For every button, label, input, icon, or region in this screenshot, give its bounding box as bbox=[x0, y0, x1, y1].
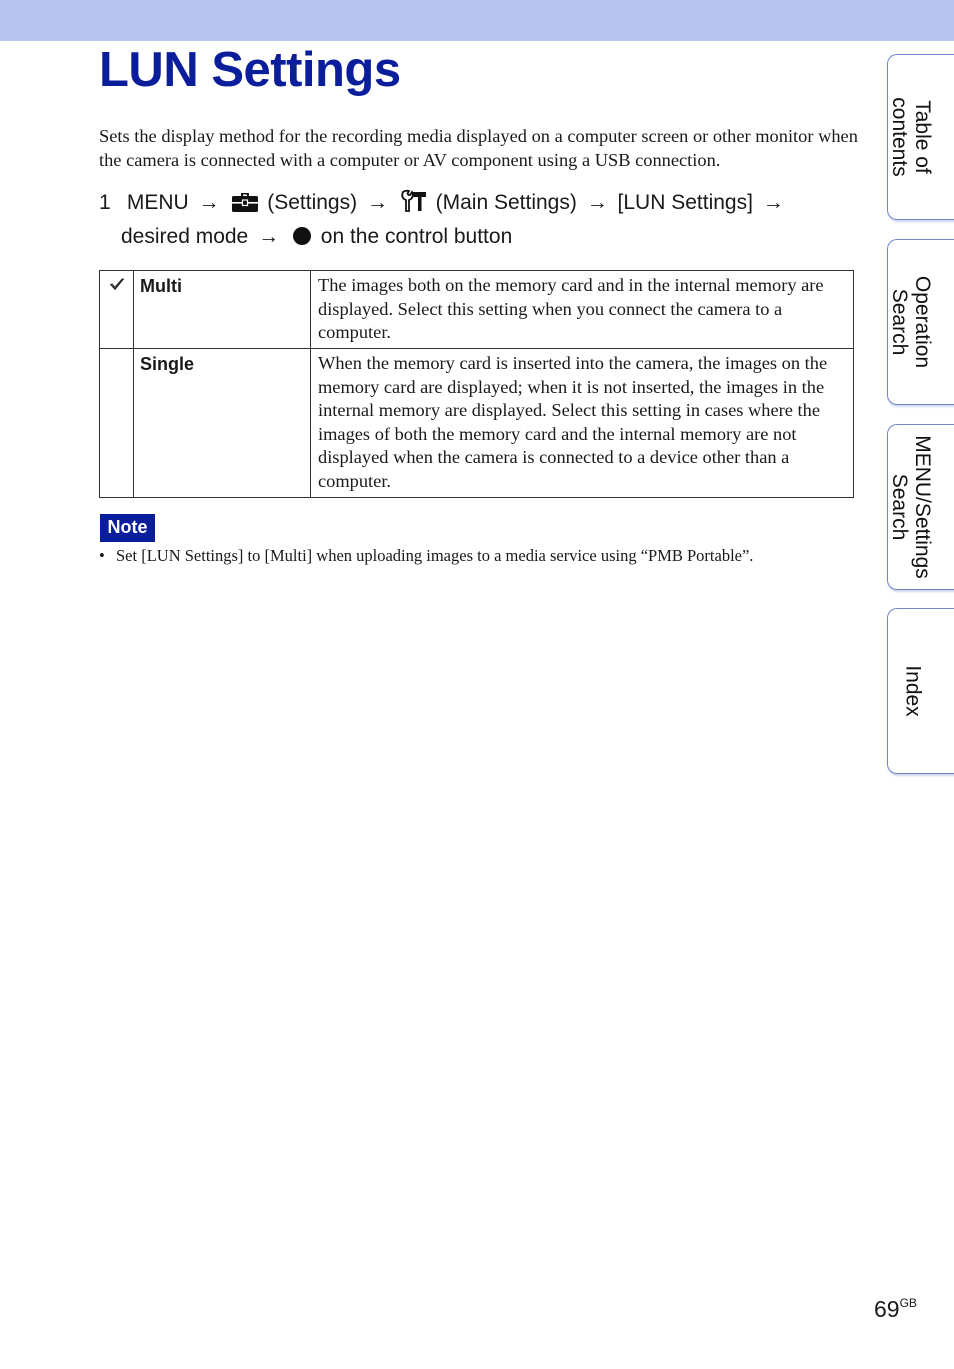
lun-settings-label: [LUN Settings] bbox=[617, 191, 753, 214]
table-row bbox=[100, 271, 854, 349]
note-badge: Note bbox=[100, 514, 155, 542]
option-name: Multi bbox=[134, 271, 311, 349]
checkmark-icon bbox=[109, 278, 125, 295]
main-settings-label: (Main Settings) bbox=[435, 191, 577, 214]
tab-label bbox=[888, 435, 934, 579]
tab-label-line: contents bbox=[887, 97, 911, 177]
tab-label bbox=[888, 276, 934, 368]
bullet-icon: • bbox=[99, 546, 105, 565]
tab-index[interactable] bbox=[887, 608, 954, 774]
arrow-icon: → bbox=[258, 225, 280, 248]
note-body: Set [LUN Settings] to [Multi] when uploading images to a media service using “PMB Portable”. bbox=[116, 546, 754, 565]
settings-label: (Settings) bbox=[267, 191, 358, 214]
tab-table-of-contents[interactable] bbox=[887, 54, 954, 220]
tab-label-line: Operation bbox=[910, 275, 934, 369]
tab-label-line: Search bbox=[887, 288, 911, 356]
option-description: The images both on the memory card and in the internal memory are displayed. Select this setting when you connect the camera to a computer. bbox=[311, 271, 854, 349]
toolbox-icon bbox=[231, 189, 259, 222]
tab-label-line: Table of bbox=[910, 100, 934, 174]
tab-label-line: Index bbox=[901, 665, 924, 717]
arrow-icon: → bbox=[762, 191, 784, 214]
arrow-icon: → bbox=[198, 191, 220, 214]
filled-circle-icon bbox=[293, 227, 311, 245]
tab-operation-search[interactable] bbox=[887, 239, 954, 405]
page-number bbox=[874, 1289, 917, 1323]
tab-label-line: MENU/Settings bbox=[910, 435, 934, 579]
default-marker-cell bbox=[100, 271, 134, 349]
wrench-hammer-icon bbox=[400, 189, 428, 222]
step-number: 1 bbox=[99, 191, 111, 214]
tab-label bbox=[888, 97, 934, 176]
tab-menu-settings-search[interactable] bbox=[887, 424, 954, 590]
intro-paragraph: Sets the display method for the recording media displayed on a computer screen or other monitor when the camera is connected with a computer or AV component using a USB connection. bbox=[99, 126, 858, 170]
note-text bbox=[99, 545, 859, 567]
table-row bbox=[100, 349, 854, 498]
tab-label-line: Search bbox=[887, 473, 911, 541]
procedure-step bbox=[99, 188, 839, 252]
control-button-label: on the control button bbox=[320, 225, 513, 248]
tab-label bbox=[901, 665, 924, 716]
option-name: Single bbox=[134, 349, 311, 498]
menu-label: MENU bbox=[126, 191, 189, 214]
option-description: When the memory card is inserted into the camera, the images on the memory card are displayed; when it is not inserted, the images in the internal memory are displayed. Select this setting in cases where the images of both the memory card and the internal memory are not displayed when the camera is connected to a device other than a computer. bbox=[311, 349, 854, 498]
page-number-value: 69 bbox=[874, 1296, 900, 1322]
default-marker-cell bbox=[100, 349, 134, 498]
desired-mode-label: desired mode bbox=[121, 225, 249, 248]
page-title: LUN Settings bbox=[99, 43, 401, 97]
arrow-icon: → bbox=[366, 191, 388, 214]
page-number-suffix: GB bbox=[899, 1296, 917, 1310]
options-table bbox=[99, 270, 854, 498]
arrow-icon: → bbox=[586, 191, 608, 214]
header-band bbox=[0, 0, 954, 41]
